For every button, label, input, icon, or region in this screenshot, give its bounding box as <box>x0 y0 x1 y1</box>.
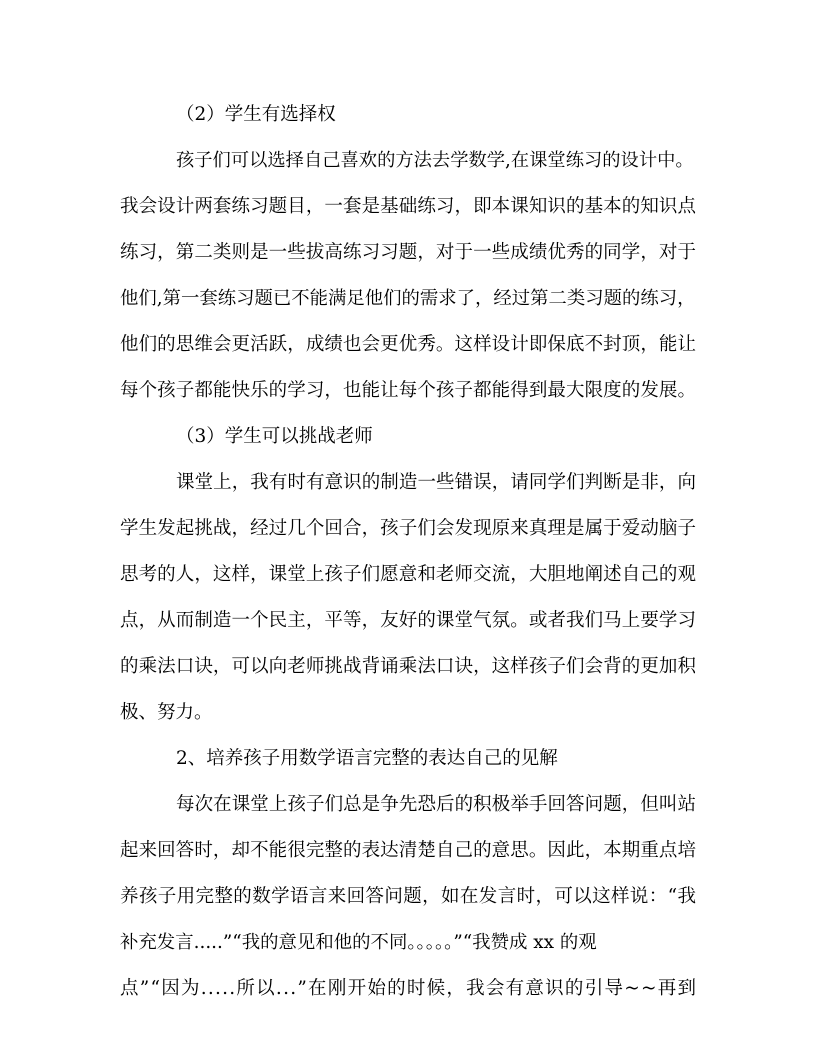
section-heading-math-language: 2、培养孩子用数学语言完整的表达自己的见解 <box>176 748 558 769</box>
subheading-student-choice: （2）学生有选择权 <box>176 104 336 125</box>
paragraph-line: 我会设计两套练习题目，一套是基础练习，即本课知识的基本的知识点 <box>120 196 697 217</box>
paragraph-line: 极、努力。 <box>120 702 213 723</box>
paragraph-line: 练习，第二类则是一些拔高练习习题，对于一些成绩优秀的同学，对于 <box>120 242 697 263</box>
paragraph-line: 的乘法口诀，可以向老师挑战背诵乘法口诀，这样孩子们会背的更加积 <box>120 656 697 677</box>
paragraph-line: 学生发起挑战，经过几个回合，孩子们会发现原来真理是属于爱动脑子 <box>120 518 697 539</box>
paragraph-line: 补充发言.....”“我的意见和他的不同。。。。。”“我赞成 xx 的观 <box>120 932 597 953</box>
paragraph-line: 思考的人，这样，课堂上孩子们愿意和老师交流，大胆地阐述自己的观 <box>120 564 697 585</box>
paragraph-line: 每个孩子都能快乐的学习，也能让每个孩子都能得到最大限度的发展。 <box>120 380 697 401</box>
paragraph-line: 点”“因为.....所以...”在刚开始的时候，我会有意识的引导~~再到 <box>120 978 698 999</box>
paragraph-line: 养孩子用完整的数学语言来回答问题，如在发言时，可以这样说：“我 <box>120 886 697 907</box>
paragraph-line: 点，从而制造一个民主，平等，友好的课堂气氛。或者我们马上要学习 <box>120 610 697 631</box>
paragraph-line: 他们的思维会更活跃，成绩也会更优秀。这样设计即保底不封顶，能让 <box>120 334 697 355</box>
paragraph-line: 起来回答时，却不能很完整的表达清楚自己的意思。因此，本期重点培 <box>120 840 697 861</box>
paragraph-line: 课堂上，我有时有意识的制造一些错误，请同学们判断是非，向 <box>176 472 697 493</box>
paragraph-line: 孩子们可以选择自己喜欢的方法去学数学,在课堂练习的设计中。 <box>176 150 694 171</box>
paragraph-line: 每次在课堂上孩子们总是争先恐后的积极举手回答问题，但叫站 <box>176 794 697 815</box>
subheading-challenge-teacher: （3）学生可以挑战老师 <box>176 426 373 447</box>
paragraph-line: 他们,第一套练习题已不能满足他们的需求了，经过第二类习题的练习， <box>120 288 696 309</box>
